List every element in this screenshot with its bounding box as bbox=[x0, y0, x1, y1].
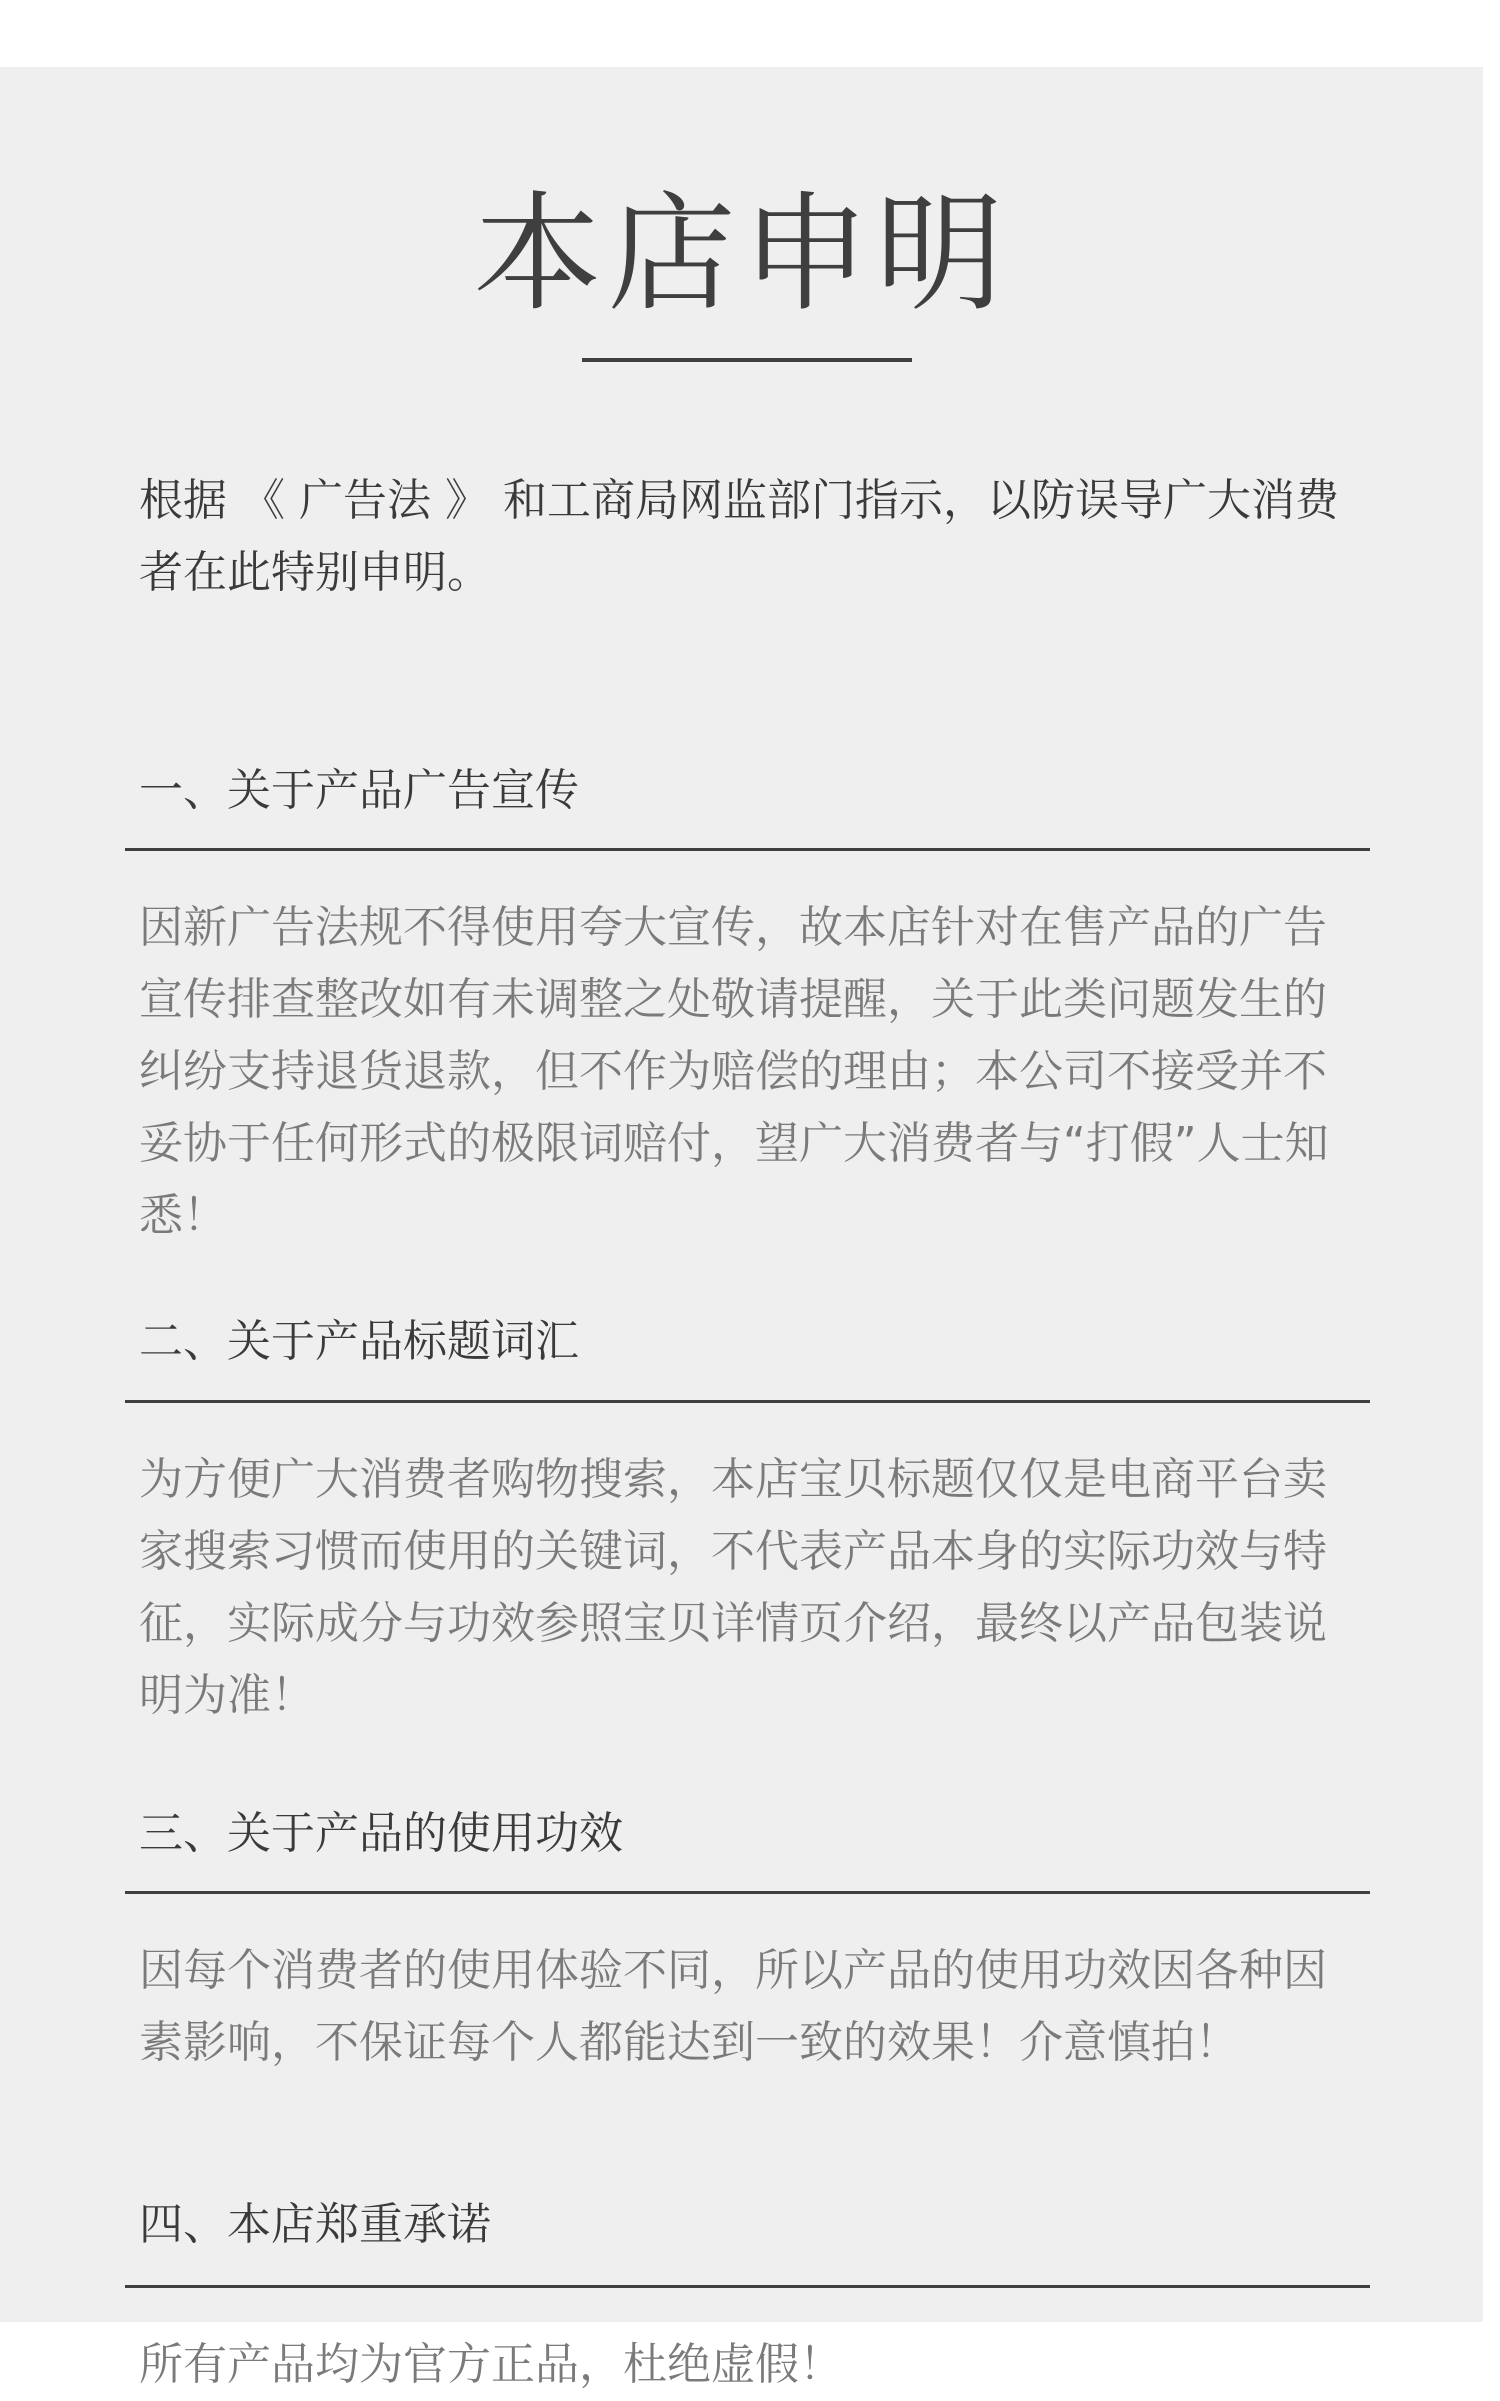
section-4-heading: 四、本店郑重承诺 bbox=[139, 2199, 491, 2250]
section-1-divider bbox=[125, 848, 1370, 851]
intro-text: 根据 《 广告法 》 和工商局网监部门指示，以防误导广大消费者在此特别申明。 bbox=[139, 475, 1339, 598]
section-4-divider bbox=[125, 2285, 1370, 2288]
title-underline bbox=[582, 358, 912, 362]
section-2-heading: 二、关于产品标题词汇 bbox=[139, 1316, 579, 1367]
section-2-divider bbox=[125, 1400, 1370, 1403]
section-3-divider bbox=[125, 1891, 1370, 1894]
section-1-heading: 一、关于产品广告宣传 bbox=[139, 765, 579, 816]
section-1-body: 因新广告法规不得使用夸大宣传，故本店针对在售产品的广告宣传排查整改如有未调整之处敬请提醒，关于此类问题发生的纠纷支持退货退款，但不作为赔偿的理由；本公司不接受并不妥协于任何形式的极限词赔付，望广大消费者与“打假”人士知悉！ bbox=[139, 902, 1329, 1241]
section-4-body: 所有产品均为官方正品，杜绝虚假！ bbox=[139, 2339, 843, 2390]
section-3-heading: 三、关于产品的使用功效 bbox=[139, 1808, 623, 1859]
section-3-body: 因每个消费者的使用体验不同，所以产品的使用功效因各种因素影响，不保证每个人都能达到一致的效果！介意慎拍！ bbox=[139, 1945, 1327, 2068]
page-title: 本店申明 bbox=[473, 180, 1010, 329]
section-2-body: 为方便广大消费者购物搜索，本店宝贝标题仅仅是电商平台卖家搜索习惯而使用的关键词，不代表产品本身的实际功效与特征，实际成分与功效参照宝贝详情页介绍，最终以产品包装说明为准！ bbox=[139, 1454, 1327, 1721]
statement-panel bbox=[0, 67, 1483, 2390]
